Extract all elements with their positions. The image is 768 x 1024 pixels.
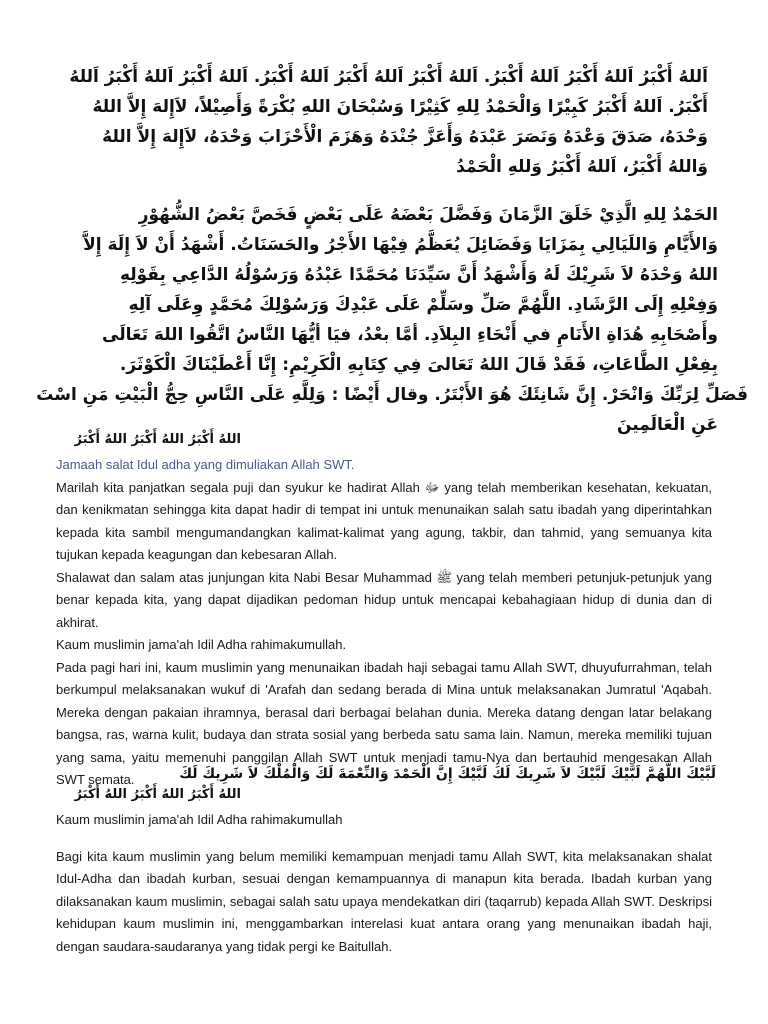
arabic-line: بِفِعْلِ الطَّاعَاتِ، فَقَدْ قَالَ اللهُ تَعَالىَ فِي كِتَابِهِ الْكَرِيْمِ: إِنَّا أَعْطَيْنَاكَ الْكَوْثَرَ. [119, 355, 718, 375]
sermon-body-part-1 [56, 454, 712, 792]
arabic-line: الحَمْدُ لِلهِ الَّذِيْ خَلَقَ الزَّمَانَ وَفَضَّلَ بَعْضَهُ عَلَى بَعْضٍ فَخَصَّ بَعْضُ الشُّهُوْرِ [138, 205, 718, 225]
address-line: Kaum muslimin jama'ah Idil Adha rahimakumullah [56, 812, 343, 827]
arabic-line: فَصَلِّ لِرَبِّكَ وَانْحَرْ. إِنَّ شَانِئَكَ هُوَ الأَبْتَرُ. وقال أَيْضًا : وَلِلَّهِ عَلَى النَّاسِ حِجُّ الْبَيْتِ مَنِ اسْتَ [36, 385, 748, 405]
paragraph: Shalawat dan salam atas junjungan kita Nabi Besar Muhammad ﷺ yang telah memberi petunjuk-petunjuk yang benar kepada kita, yang dapat dijadikan pedoman hidup untuk mencapai kebahagiaan hidup di dunia dan di akhirat. [56, 569, 713, 630]
address-line: Jamaah salat Idul adha yang dimuliakan Allah SWT. [56, 457, 355, 472]
arabic-line: وَاللهُ أَكْبَرُ، اَللهُ أَكْبَرُ وَللهِ الْحَمْدُ [456, 157, 708, 177]
arabic-line: وَفِعْلِهِ إِلَى الرَّشَادِ. اللَّهُمَّ صَلِّ وسَلِّمْ عَلَى عَبْدِكَ وَرَسُوْلِكَ مُحَمَّدٍ وِعَلَى آلِهِ [128, 295, 718, 315]
arabic-line: وَحْدَهُ، صَدَقَ وَعْدَهُ وَنَصَرَ عَبْدَهُ وَأَعَزَّ جُنْدَهُ وَهَزَمَ الْأَحْزَابَ وَحْدَهُ، لاَإِلهَ إِلاَّ اللهُ [102, 127, 708, 147]
arabic-line: وأَصْحَابِهِ هُدَاةِ الأَنَامِ في أَنْحَاءِ البِلاَدِ. أمَّا بعْدُ، فيَا أيُّهَا النَّاسُ اتَّقُوا اللهَ تَعَالَى [102, 325, 718, 345]
arabic-takbir-short: اللهُ أَكْبَرُ اللهُ أَكْبَرُ اللهُ أَكْبَرُ [74, 787, 241, 802]
arabic-line: وَالأَيَّامِ وَاللَيَالِي بِمَزَايَا وَفَضَائِلَ يُعَظَّمُ فِيْهَا الأَجْرُ والحَسَنَاتُ. أَشْهَدُ أَنْ لاَ إِلَهَ إِلاَّ [83, 235, 718, 255]
paragraph: Bagi kita kaum muslimin yang belum memiliki kemampuan menjadi tamu Allah SWT, kita melaksanakan shalat Idul-Adha dan ibadah kurban, sesuai dengan kemampuannya di manapun kita berada. Ibadah kurban yang dilaksanakan kaum muslimin, sebagai salah satu upaya mendekatkan diri (taqarrub) kepada Allah SWT. Deskripsi kehidupan kaum muslimin ini, menggambarkan interelasi kuat antara orang yang menunaikan ibadah haji, dengan saudara-saudaranya yang tidak pergi ke Baitullah. [56, 848, 712, 954]
arabic-line: أَكْبَرُ. اَللهُ أَكْبَرُ كَبِيْرًا وَالْحَمْدُ لِلهِ كَثِيْرًا وَسُبْحَانَ اللهِ بُكْرَةً وَأَصِيْلاً، لاَإِلهَ إِلاَّ اللهُ [92, 97, 708, 117]
arabic-takbir-block [58, 62, 708, 182]
arabic-line: اَللهُ أَكْبَرُ اَللهُ أَكْبَرُ اَللهُ أَكْبَرُ. اَللهُ أَكْبَرُ اَللهُ أَكْبَرُ اَللهُ أَكْبَرُ. اَللهُ أَكْبَرُ اَللهُ أَكْبَرُ اَللهُ [69, 67, 708, 87]
arabic-talbiyah: لَبَّيْكَ اللَّهُمَّ لَبَّيْكَ لَبَّيْكَ لاَ شَرِيكَ لَكَ لَبَّيْكَ إِنَّ الْحَمْدَ وَالنِّعْمَةَ لَكَ وَالْمُلْكَ لاَ شَرِيكَ لَكَ [179, 766, 716, 782]
arabic-line: عَنِ الْعَالَمِينَ [616, 415, 718, 435]
paragraph: Marilah kita panjatkan segala puji dan syukur ke hadirat Allah ﷻ yang telah memberikan kesehatan, kekuatan, dan kenikmatan sehingga kita dapat hadir di tempat ini untuk menunaikan salah satu ibadah yang diperintahkan kepada kita sambil mengumandangkan kalimat-kalimat yang agung, takbir, dan tahmid, yang semuanya kita tujukan kepada keagungan dan kebesaran Allah. [56, 479, 712, 562]
sermon-body-part-2 [56, 809, 712, 958]
paragraph: Pada pagi hari ini, kaum muslimin yang menunaikan ibadah haji sebagai tamu Allah SWT, dhuyufurrahman, telah berkumpul melaksanakan wukuf di 'Arafah dan sedang berada di Mina untuk melaksanakan Jumratul 'Aqabah. Mereka dengan pakaian ihramnya, berasal dari berbagai belahan dunia. Mereka datang dengan latar belakang bangsa, ras, warna kulit, budaya dan strata sosial yang berbeda satu sama lain. Namun, mereka memiliki tujuan yang sama, yaitu memenuhi panggilan Allah SWT untuk menjadi tamu-Nya dan bertauhid mengesakan Allah SWT semata. [56, 659, 712, 787]
arabic-line: اللهُ وَحْدَهُ لاَ شَرِيْكَ لَهُ وَأَشْهَدُ أَنَّ سَيِّدَنَا مُحَمَّدًا عَبْدُهُ وَرَسُوْلُهُ الدَّاعِي بِقَوْلِهِ [119, 265, 718, 285]
arabic-hamdalah-block [36, 200, 748, 440]
paragraph: Kaum muslimin jama'ah Idil Adha rahimakumullah. [56, 637, 347, 652]
arabic-takbir-short: اللهُ أَكْبَرُ اللهُ أَكْبَرُ اللهُ أَكْبَرُ [74, 432, 241, 447]
paragraph-gap [56, 832, 712, 846]
